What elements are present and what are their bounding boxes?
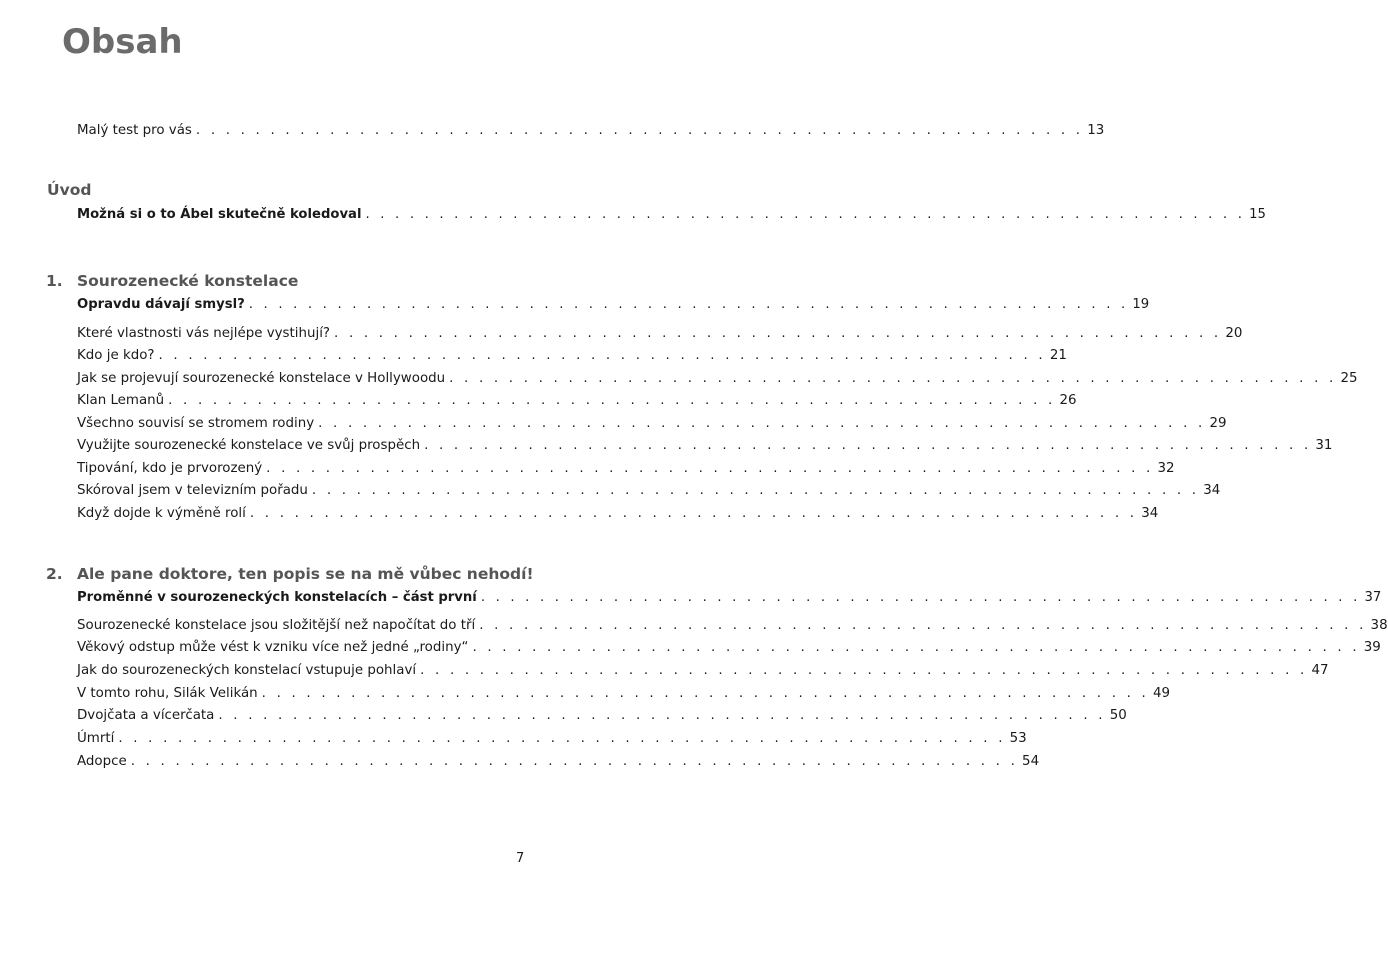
toc-entry[interactable] xyxy=(77,638,1381,658)
toc-entry[interactable] xyxy=(77,504,1159,524)
leader-dots: . . . . . . . . . . . . . . . . . . . . . . . . . . . . . . . . . . . . . . . . . . . . . . . . . . . . . . . . . . . . xyxy=(449,371,1337,386)
leader-dots: . . . . . . . . . . . . . . . . . . . . . . . . . . . . . . . . . . . . . . . . . . . . . . . . . . . . . . . . . . . . xyxy=(365,207,1246,222)
section-heading-uvod: Úvod xyxy=(47,181,92,199)
leader-dots: . . . . . . . . . . . . . . . . . . . . . . . . . . . . . . . . . . . . . . . . . . . . . . . . . . . . . . . . . . . . xyxy=(479,618,1367,633)
leader-dots: . . . . . . . . . . . . . . . . . . . . . . . . . . . . . . . . . . . . . . . . . . . . . . . . . . . . . . . . . . . . xyxy=(195,123,1084,138)
toc-entry-page: 53 xyxy=(1009,731,1027,746)
toc-entry[interactable] xyxy=(77,205,1266,225)
toc-entry[interactable] xyxy=(77,729,1027,749)
toc-entry-page: 49 xyxy=(1153,686,1171,701)
leader-dots: . . . . . . . . . . . . . . . . . . . . . . . . . . . . . . . . . . . . . . . . . . . . . . . . . . . . . . . . . . . . xyxy=(334,326,1222,341)
toc-entry[interactable] xyxy=(77,616,1388,636)
leader-dots: . . . . . . . . . . . . . . . . . . . . . . . . . . . . . . . . . . . . . . . . . . . . . . . . . . . . . . . . . . . . xyxy=(158,348,1046,363)
toc-entry[interactable] xyxy=(77,436,1333,456)
toc-entry-title: Všechno souvisí se stromem rodiny xyxy=(77,416,315,431)
page-number: 7 xyxy=(516,851,525,866)
page-title: Obsah xyxy=(62,22,183,62)
leader-dots: . . . . . . . . . . . . . . . . . . . . . . . . . . . . . . . . . . . . . . . . . . . . . . . . . . . . . . . . . . . . xyxy=(424,438,1312,453)
toc-entry-page: 34 xyxy=(1141,506,1159,521)
leader-dots: . . . . . . . . . . . . . . . . . . . . . . . . . . . . . . . . . . . . . . . . . . . . . . . . . . . . . . . . . . . . xyxy=(311,483,1200,498)
toc-entry[interactable] xyxy=(77,346,1067,366)
toc-entry-title: Když dojde k výměně rolí xyxy=(77,506,246,521)
toc-entry-page: 32 xyxy=(1157,461,1175,476)
leader-dots: . . . . . . . . . . . . . . . . . . . . . . . . . . . . . . . . . . . . . . . . . . . . . . . . . . . . . . . . . . . . xyxy=(118,731,1006,746)
toc-entry-title: Malý test pro vás xyxy=(77,123,192,138)
toc-entry-title: Opravdu dávají smysl? xyxy=(77,297,245,312)
toc-entry-page: 50 xyxy=(1109,708,1127,723)
toc-entry[interactable] xyxy=(77,459,1175,479)
toc-entry[interactable] xyxy=(77,121,1105,141)
toc-entry-title: Věkový odstup může vést k vzniku více než jedné „rodiny“ xyxy=(77,640,469,655)
toc-entry[interactable] xyxy=(77,684,1171,704)
toc-entry[interactable] xyxy=(77,661,1329,681)
toc-entry-page: 20 xyxy=(1225,326,1243,341)
toc-entry-lead[interactable] xyxy=(77,588,1382,608)
toc-entry[interactable] xyxy=(77,752,1040,772)
leader-dots: . . . . . . . . . . . . . . . . . . . . . . . . . . . . . . . . . . . . . . . . . . . . . . . . . . . . . . . . . . . . xyxy=(472,640,1360,655)
toc-entry-page: 21 xyxy=(1049,348,1067,363)
toc-entry-title: Jak do sourozeneckých konstelací vstupuje pohlaví xyxy=(77,663,417,678)
toc-entry-title: Kdo je kdo? xyxy=(77,348,155,363)
chapter-number: 1. xyxy=(46,272,63,290)
chapter-title: Ale pane doktore, ten popis se na mě vůbec nehodí! xyxy=(77,565,534,583)
toc-entry-page: 31 xyxy=(1315,438,1333,453)
toc-entry[interactable] xyxy=(77,324,1243,344)
chapter-title: Sourozenecké konstelace xyxy=(77,272,299,290)
leader-dots: . . . . . . . . . . . . . . . . . . . . . . . . . . . . . . . . . . . . . . . . . . . . . . . . . . . . . . . . . . . . xyxy=(218,708,1106,723)
leader-dots: . . . . . . . . . . . . . . . . . . . . . . . . . . . . . . . . . . . . . . . . . . . . . . . . . . . . . . . . . . . . xyxy=(420,663,1308,678)
toc-entry[interactable] xyxy=(77,706,1127,726)
toc-entry-lead[interactable] xyxy=(77,295,1150,315)
toc-entry-title: Dvojčata a vícerčata xyxy=(77,708,215,723)
toc-entry-page: 54 xyxy=(1022,754,1040,769)
chapter-heading-2 xyxy=(46,563,534,585)
toc-entry-page: 29 xyxy=(1209,416,1227,431)
toc-entry-title: Sourozenecké konstelace jsou složitější než napočítat do tří xyxy=(77,618,476,633)
leader-dots: . . . . . . . . . . . . . . . . . . . . . . . . . . . . . . . . . . . . . . . . . . . . . . . . . . . . . . . . . . . . xyxy=(168,393,1056,408)
toc-entry-title: Skóroval jsem v televizním pořadu xyxy=(77,483,308,498)
toc-entry-page: 47 xyxy=(1311,663,1329,678)
leader-dots: . . . . . . . . . . . . . . . . . . . . . . . . . . . . . . . . . . . . . . . . . . . . . . . . . . . . . . . . . . . . xyxy=(248,297,1129,312)
toc-entry[interactable] xyxy=(77,414,1227,434)
leader-dots: . . . . . . . . . . . . . . . . . . . . . . . . . . . . . . . . . . . . . . . . . . . . . . . . . . . . . . . . . . . . xyxy=(261,686,1149,701)
leader-dots: . . . . . . . . . . . . . . . . . . . . . . . . . . . . . . . . . . . . . . . . . . . . . . . . . . . . . . . . . . . . xyxy=(266,461,1154,476)
toc-entry-page: 15 xyxy=(1249,207,1266,222)
toc-entry[interactable] xyxy=(77,369,1358,389)
toc-entry-page: 13 xyxy=(1087,123,1105,138)
toc-entry-title: Tipování, kdo je prvorozený xyxy=(77,461,263,476)
toc-entry-page: 26 xyxy=(1059,393,1077,408)
toc-entry-page: 19 xyxy=(1132,297,1150,312)
toc-entry-page: 25 xyxy=(1340,371,1358,386)
leader-dots: . . . . . . . . . . . . . . . . . . . . . . . . . . . . . . . . . . . . . . . . . . . . . . . . . . . . . . . . . . . . xyxy=(130,754,1019,769)
toc-entry-title: Které vlastnosti vás nejlépe vystihují? xyxy=(77,326,331,341)
toc-entry-title: Možná si o to Ábel skutečně koledoval xyxy=(77,207,362,222)
toc-entry-title: Klan Lemanů xyxy=(77,393,165,408)
toc-entry-title: Adopce xyxy=(77,754,127,769)
toc-entry-title: Jak se projevují sourozenecké konstelace v Hollywoodu xyxy=(77,371,446,386)
toc-entry-page: 34 xyxy=(1203,483,1221,498)
toc-entry-title: Úmrtí xyxy=(77,731,115,746)
toc-entry-title: Proměnné v sourozeneckých konstelacích – část první xyxy=(77,590,477,605)
leader-dots: . . . . . . . . . . . . . . . . . . . . . . . . . . . . . . . . . . . . . . . . . . . . . . . . . . . . . . . . . . . . xyxy=(249,506,1138,521)
toc-entry-page: 37 xyxy=(1364,590,1382,605)
toc-entry-page: 39 xyxy=(1363,640,1381,655)
toc-entry-page: 38 xyxy=(1370,618,1388,633)
toc-entry-title: V tomto rohu, Silák Velikán xyxy=(77,686,258,701)
leader-dots: . . . . . . . . . . . . . . . . . . . . . . . . . . . . . . . . . . . . . . . . . . . . . . . . . . . . . . . . . . . . xyxy=(318,416,1206,431)
toc-entry-title: Využijte sourozenecké konstelace ve svůj prospěch xyxy=(77,438,421,453)
chapter-number: 2. xyxy=(46,565,63,583)
chapter-heading-1 xyxy=(46,270,298,292)
toc-entry[interactable] xyxy=(77,391,1077,411)
toc-entry[interactable] xyxy=(77,481,1221,501)
leader-dots: . . . . . . . . . . . . . . . . . . . . . . . . . . . . . . . . . . . . . . . . . . . . . . . . . . . . . . . . . . . . xyxy=(480,590,1361,605)
